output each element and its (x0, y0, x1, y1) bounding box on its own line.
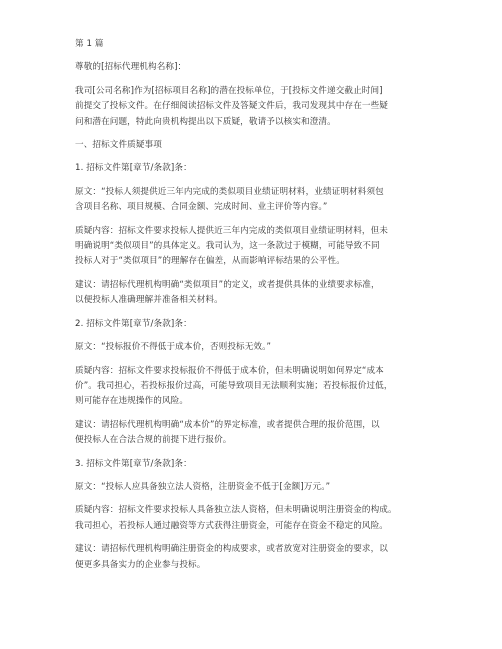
suggestion-line: 建议：请招标代理机构明确“成本价”的界定标准，或者提供合理的报价范围，以 (75, 419, 380, 430)
original-line: 原文：“投标报价不得低于成本价，否则投标无效。” (75, 342, 272, 353)
section-title: 一、招标文件质疑事项 (75, 140, 162, 151)
question-line: 质疑内容：招标文件要求投标人提供近三年内完成的类似项目业绩证明材料，但未 (75, 225, 388, 236)
document-heading: 第 1 篇 (75, 39, 104, 49)
intro-line: 前提交了投标文件。在仔细阅读招标文件及答疑文件后，我司发现其中存在一些疑 (75, 101, 388, 112)
original-line: 原文：“投标人应具备独立法人资格，注册资金不低于[金额]万元。” (75, 481, 331, 492)
question-line: 价”。我司担心，若投标报价过高，可能导致项目无法顺利实施；若投标报价过低， (75, 380, 393, 391)
item-suggestion (75, 418, 442, 449)
question-line: 质疑内容：招标文件要求投标报价不得低于成本价，但未明确说明如何界定“成本 (75, 365, 384, 376)
item-question (75, 224, 442, 270)
item-suggestion (75, 542, 442, 573)
intro-line: 问和潜在问题，特此向贵机构提出以下质疑，敬请予以核实和澄清。 (75, 116, 336, 127)
intro-line: 我司[公司名称]作为[招标项目名称]的潜在投标单位，于[投标文件递交截止时间] (75, 85, 383, 96)
suggestion-line: 便投标人在合法合规的前提下进行报价。 (75, 435, 232, 446)
intro-paragraph (75, 84, 442, 130)
original-line: 原文：“投标人须提供近三年内完成的类似项目业绩证明材料，业绩证明材料须包 (75, 186, 384, 197)
item-title: 2. 招标文件第[章节/条款]条： (75, 318, 192, 329)
item-question (75, 503, 442, 534)
item-question (75, 364, 442, 410)
question-line: 投标人对于“类似项目”的理解存在偏差，从而影响评标结果的公平性。 (75, 256, 345, 267)
item-original (75, 480, 442, 495)
greeting: 尊敬的[招标代理机构名称]： (75, 62, 187, 73)
question-line: 质疑内容：招标文件要求投标人具备独立法人资格，但未明确说明注册资金的构成。 (75, 505, 397, 516)
item-title: 3. 招标文件第[章节/条款]条： (75, 458, 192, 469)
item-title: 1. 招标文件第[章节/条款]条： (75, 163, 192, 174)
objection-item (75, 317, 442, 449)
item-suggestion (75, 278, 442, 309)
suggestion-line: 建议：请招标代理机构明确“类似项目”的定义，或者提供具体的业绩要求标准， (75, 279, 380, 290)
objection-item (75, 457, 442, 573)
objection-item (75, 161, 442, 308)
question-line: 我司担心，若投标人通过融资等方式获得注册资金，可能存在资金不稳定的风险。 (75, 520, 388, 531)
original-line: 含项目名称、项目规模、合同金额、完成时间、业主评价等内容。” (75, 202, 328, 213)
question-line: 明确说明“类似项目”的具体定义。我司认为，这一条款过于模糊，可能导致不同 (75, 241, 380, 252)
suggestion-line: 便更多具备实力的企业参与投标。 (75, 559, 206, 570)
suggestion-line: 建议：请招标代理机构明确注册资金的构成要求，或者放宽对注册资金的要求，以 (75, 544, 388, 555)
question-line: 则可能存在违规操作的风险。 (75, 396, 189, 407)
item-original (75, 185, 442, 216)
suggestion-line: 以便投标人准确理解并准备相关材料。 (75, 295, 223, 306)
item-original (75, 340, 442, 355)
